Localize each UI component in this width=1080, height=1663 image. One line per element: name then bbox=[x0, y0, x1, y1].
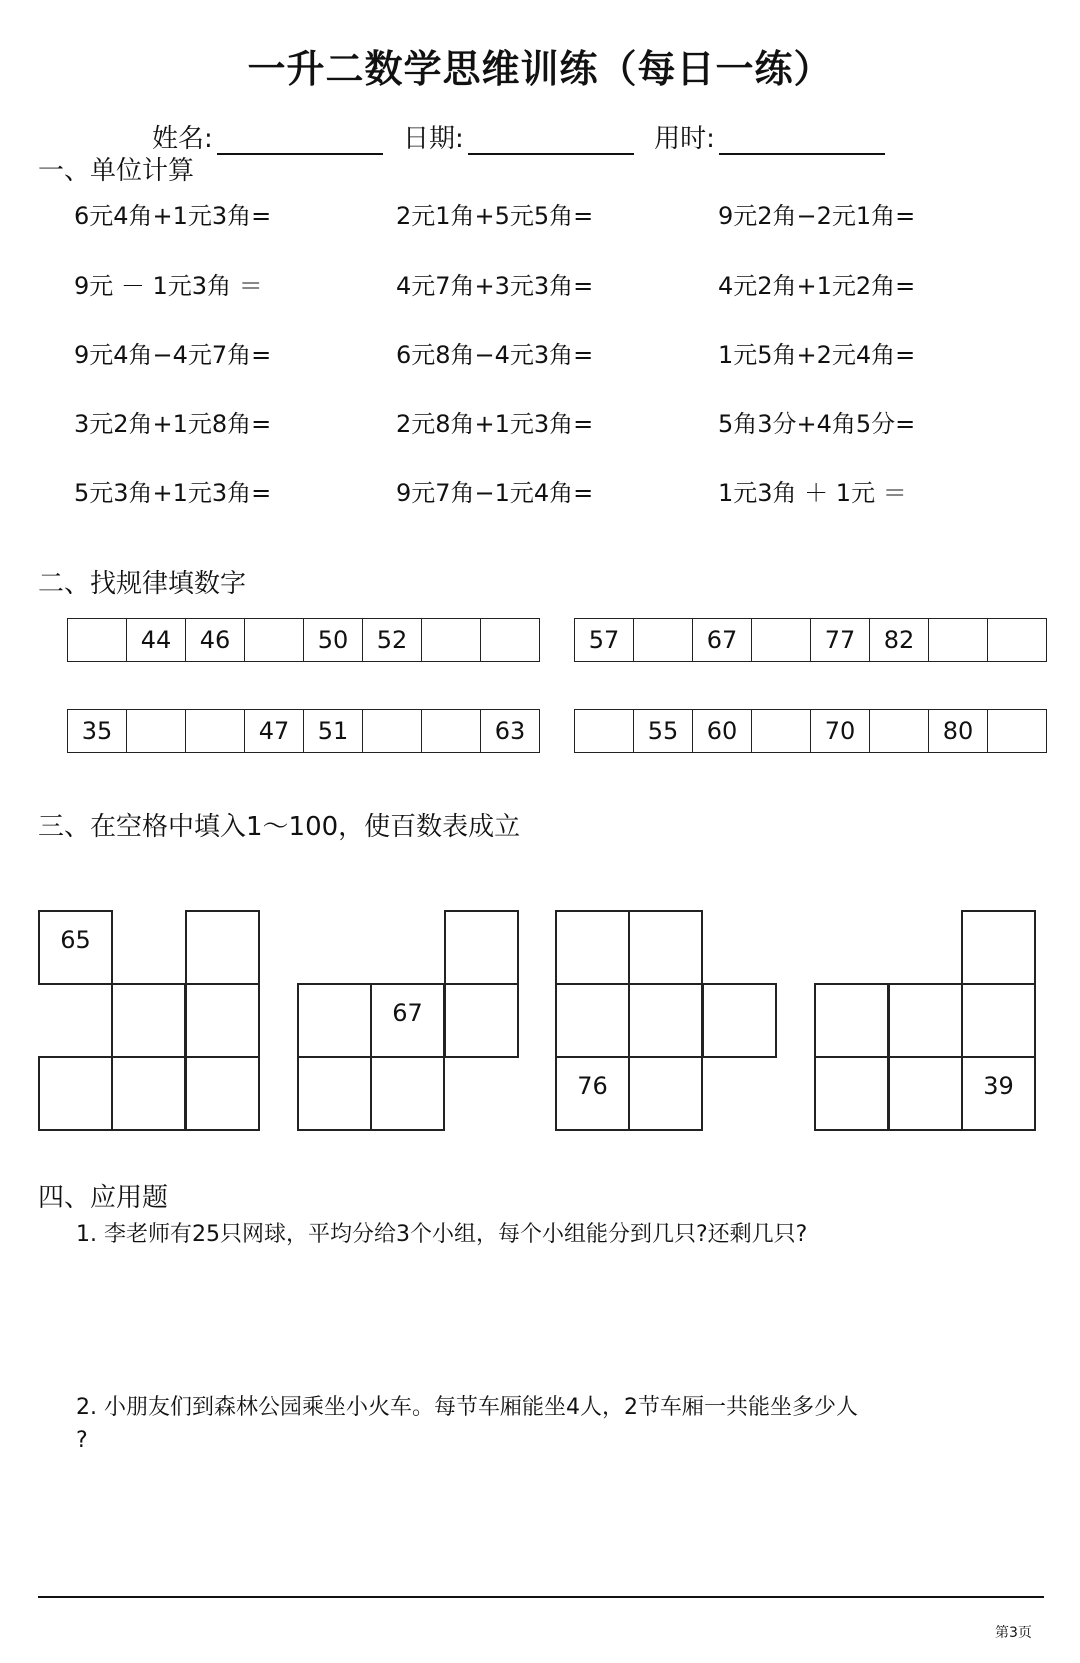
grid-cell[interactable] bbox=[444, 910, 519, 985]
date-blank[interactable] bbox=[468, 129, 634, 155]
sequence-cell[interactable]: 60 bbox=[693, 710, 752, 753]
grid-cell[interactable]: 65 bbox=[38, 910, 113, 985]
calc-item: 9元2角−2元1角= bbox=[718, 202, 916, 230]
sequence-table-1 bbox=[67, 618, 540, 662]
name-blank[interactable] bbox=[217, 129, 383, 155]
calc-item: 5元3角+1元3角= bbox=[74, 479, 272, 507]
grid-cell[interactable] bbox=[555, 910, 630, 985]
sequence-cell[interactable] bbox=[422, 710, 481, 753]
sequence-cell[interactable]: 82 bbox=[870, 619, 929, 662]
grid-cell[interactable] bbox=[814, 1056, 889, 1131]
sequence-cell[interactable] bbox=[988, 710, 1047, 753]
grid-cell[interactable] bbox=[111, 983, 186, 1058]
grid-cell[interactable] bbox=[444, 983, 519, 1058]
sequence-cell[interactable]: 52 bbox=[363, 619, 422, 662]
sequence-cell[interactable] bbox=[634, 619, 693, 662]
calc-item: 3元2角+1元8角= bbox=[74, 410, 272, 438]
time-blank[interactable] bbox=[719, 129, 885, 155]
sequence-cell[interactable]: 70 bbox=[811, 710, 870, 753]
grid-cell[interactable] bbox=[628, 983, 703, 1058]
grid-cell[interactable] bbox=[628, 910, 703, 985]
sequence-cell[interactable] bbox=[481, 619, 540, 662]
calc-item: 9元4角−4元7角= bbox=[74, 341, 272, 369]
grid-cell[interactable] bbox=[111, 1056, 186, 1131]
sequence-cell[interactable]: 51 bbox=[304, 710, 363, 753]
grid-cell[interactable] bbox=[370, 1056, 445, 1131]
section-3-heading: 三、在空格中填入1～100，使百数表成立 bbox=[38, 812, 521, 842]
sequence-cell[interactable]: 35 bbox=[68, 710, 127, 753]
sequence-cell[interactable] bbox=[752, 710, 811, 753]
sequence-cell[interactable] bbox=[186, 710, 245, 753]
grid-cell[interactable] bbox=[814, 983, 889, 1058]
sequence-cell[interactable]: 80 bbox=[929, 710, 988, 753]
grid-cell[interactable] bbox=[961, 983, 1036, 1058]
question-1: 1. 李老师有25只网球，平均分给3个小组，每个小组能分到几只?还剩几只? bbox=[76, 1222, 808, 1247]
sequence-table-2 bbox=[574, 618, 1047, 662]
section-4-heading: 四、应用题 bbox=[38, 1183, 169, 1213]
sequence-cell[interactable]: 77 bbox=[811, 619, 870, 662]
time-label: 用时: bbox=[654, 124, 715, 154]
question-2-line-2: ? bbox=[76, 1428, 88, 1453]
sequence-cell[interactable]: 57 bbox=[575, 619, 634, 662]
sequence-table-4 bbox=[574, 709, 1047, 753]
calc-item: 2元8角+1元3角= bbox=[396, 410, 594, 438]
sequence-cell[interactable] bbox=[245, 619, 304, 662]
grid-cell[interactable] bbox=[888, 1056, 963, 1131]
grid-cell[interactable] bbox=[38, 1056, 113, 1131]
sequence-cell[interactable]: 55 bbox=[634, 710, 693, 753]
grid-cell[interactable]: 76 bbox=[555, 1056, 630, 1131]
sequence-cell[interactable] bbox=[988, 619, 1047, 662]
sequence-cell[interactable] bbox=[363, 710, 422, 753]
footer-divider bbox=[38, 1596, 1044, 1598]
calc-item: 4元7角+3元3角= bbox=[396, 272, 594, 300]
section-2-heading: 二、找规律填数字 bbox=[38, 569, 247, 599]
calc-item: 4元2角+1元2角= bbox=[718, 272, 916, 300]
sequence-cell[interactable] bbox=[752, 619, 811, 662]
calc-item: 6元4角+1元3角= bbox=[74, 202, 272, 230]
sequence-table-3 bbox=[67, 709, 540, 753]
sequence-cell[interactable]: 46 bbox=[186, 619, 245, 662]
grid-cell[interactable]: 67 bbox=[370, 983, 445, 1058]
sequence-cell[interactable]: 67 bbox=[693, 619, 752, 662]
sequence-cell[interactable] bbox=[68, 619, 127, 662]
calc-item: 2元1角+5元5角= bbox=[396, 202, 594, 230]
calc-item: 1元3角 ＋ 1元 ＝ bbox=[718, 479, 907, 507]
calc-item: 9元7角−1元4角= bbox=[396, 479, 594, 507]
date-label: 日期: bbox=[403, 124, 464, 154]
sequence-cell[interactable]: 50 bbox=[304, 619, 363, 662]
sequence-cell[interactable]: 44 bbox=[127, 619, 186, 662]
calc-item: 6元8角−4元3角= bbox=[396, 341, 594, 369]
sequence-cell[interactable] bbox=[870, 710, 929, 753]
grid-cell[interactable] bbox=[628, 1056, 703, 1131]
calc-item: 5角3分+4角5分= bbox=[718, 410, 916, 438]
grid-cell[interactable] bbox=[702, 983, 777, 1058]
sequence-cell[interactable] bbox=[127, 710, 186, 753]
grid-cell[interactable] bbox=[961, 910, 1036, 985]
sequence-cell[interactable] bbox=[575, 710, 634, 753]
calc-item: 9元 － 1元3角 ＝ bbox=[74, 272, 263, 300]
sequence-cell[interactable] bbox=[929, 619, 988, 662]
page-number: 第3页 bbox=[995, 1625, 1032, 1641]
name-label: 姓名: bbox=[152, 124, 213, 154]
grid-cell[interactable] bbox=[888, 983, 963, 1058]
sequence-cell[interactable]: 63 bbox=[481, 710, 540, 753]
sequence-cell[interactable]: 47 bbox=[245, 710, 304, 753]
section-1-heading: 一、单位计算 bbox=[38, 156, 195, 186]
grid-cell[interactable] bbox=[555, 983, 630, 1058]
calc-item: 1元5角+2元4角= bbox=[718, 341, 916, 369]
sequence-cell[interactable] bbox=[422, 619, 481, 662]
grid-cell[interactable] bbox=[185, 1056, 260, 1131]
info-line bbox=[152, 118, 897, 155]
question-2-line-1: 2. 小朋友们到森林公园乘坐小火车。每节车厢能坐4人，2节车厢一共能坐多少人 bbox=[76, 1395, 858, 1420]
grid-cell[interactable] bbox=[185, 910, 260, 985]
grid-cell[interactable]: 39 bbox=[961, 1056, 1036, 1131]
grid-cell[interactable] bbox=[297, 983, 372, 1058]
page-title: 一升二数学思维训练（每日一练） bbox=[247, 47, 833, 91]
grid-cell[interactable] bbox=[297, 1056, 372, 1131]
grid-cell[interactable] bbox=[185, 983, 260, 1058]
